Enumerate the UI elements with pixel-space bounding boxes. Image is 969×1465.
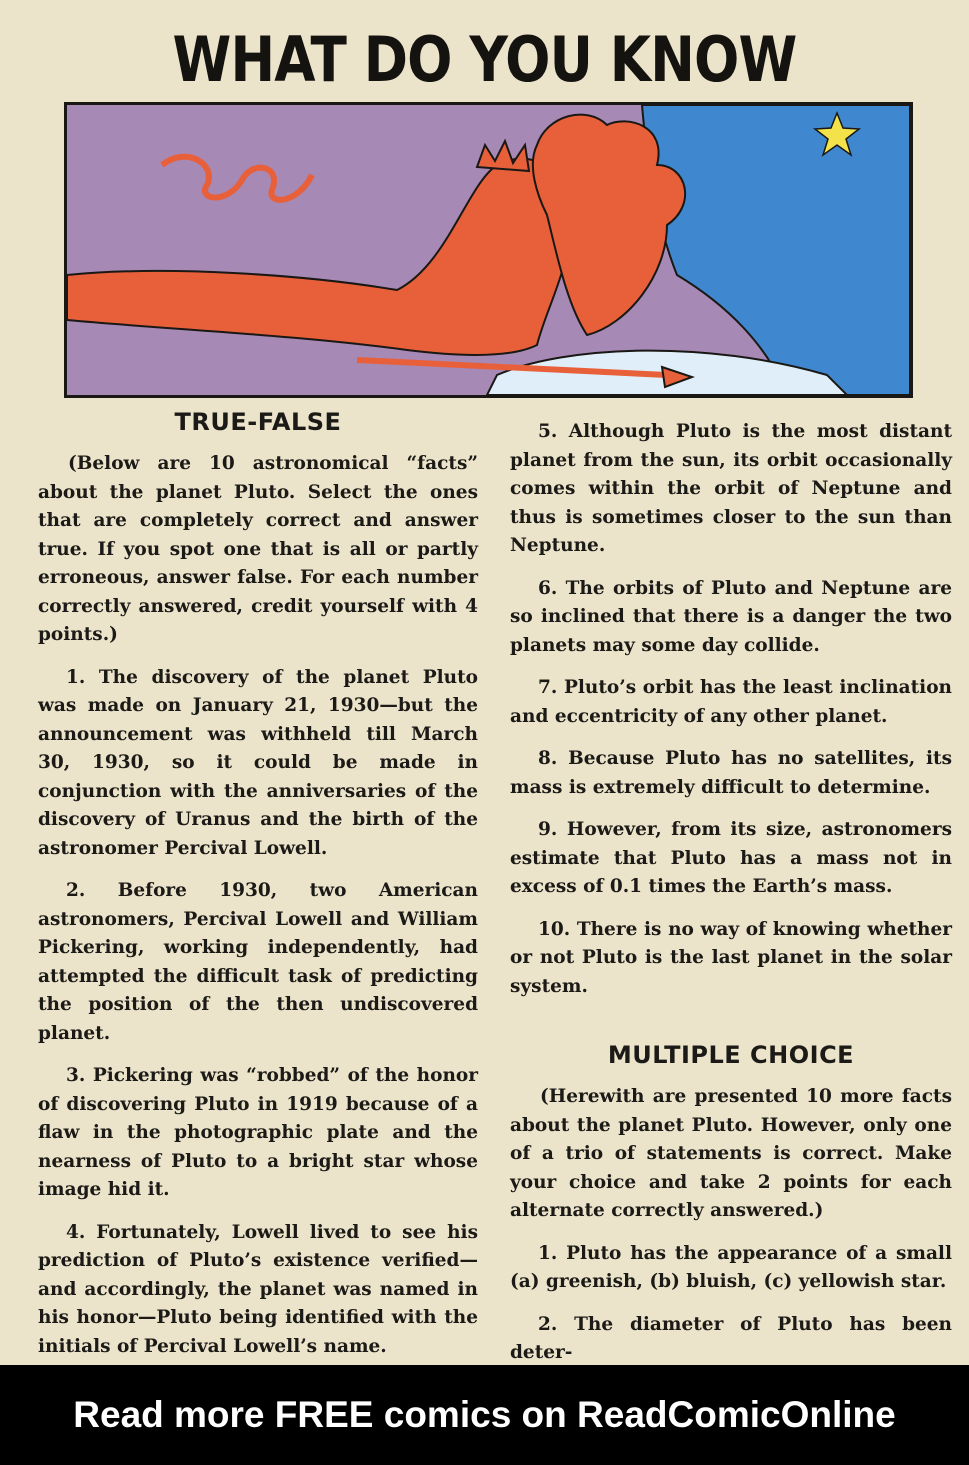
tf-item-6: 6. The orbits of Pluto and Neptune are so inclined that there is a danger the two planets may some day collide. (510, 577, 952, 656)
mc-item-2: 2. The diameter of Pluto has been deter- (510, 1313, 952, 1363)
tf-item-7: 7. Pluto’s orbit has the least inclination and eccentricity of any other planet. (510, 677, 952, 727)
true-false-intro: (Below are 10 astronomical “facts” about the planet Pluto. Select the ones that are completely correct and answer true. If you spot one that is all or partly erroneous, answer false. For each number correctly answered, credit yourself with 4 points.) (38, 453, 478, 645)
multiple-choice-intro: (Herewith are presented 10 more facts about the planet Pluto. However, only one of a trio of statements is correct. Make your choice and take 2 points for each alternate correctly answered.) (510, 1086, 952, 1221)
illustration-panel (64, 102, 913, 398)
mc-item-1: 1. Pluto has the appearance of a small (a) greenish, (b) bluish, (c) yellowish star. (510, 1242, 952, 1292)
multiple-choice-heading: MULTIPLE CHOICE (607, 1041, 855, 1069)
tf-item-5: 5. Although Pluto is the most distant planet from the sun, its orbit occasionally comes within the orbit of Neptune and thus is sometimes closer to the sun than Neptune. (510, 421, 952, 556)
tf-item-1: 1. The discovery of the planet Pluto was made on January 21, 1930—but the announcement was withheld till March 30, 1930, so it could be made in conjunction with the anniversaries of the discovery of Uranus and the birth of the astronomer Percival Lowell. (38, 666, 478, 859)
page-title: WHAT DO YOU KNOW (172, 23, 797, 96)
left-column (38, 408, 478, 1375)
tf-item-3: 3. Pickering was “robbed” of the honor of discovering Pluto in 1919 because of a flaw in the photographic plate and the nearness of Pluto to a bright star whose image hid it. (38, 1065, 478, 1200)
true-false-heading: TRUE-FALSE (174, 408, 342, 436)
tf-item-8: 8. Because Pluto has no satellites, its mass is extremely difficult to determine. (510, 748, 952, 798)
tf-item-4: 4. Fortunately, Lowell lived to see his prediction of Pluto’s existence verified—and accordingly, the planet was named in his honor—Pluto being identified with the initials of Percival Lowell’s name. (38, 1221, 478, 1357)
tf-item-2: 2. Before 1930, two American astronomers, Percival Lowell and William Pickering, working independently, had attempted the difficult task of predicting the position of the then undiscovered planet. (38, 880, 478, 1044)
tf-item-10: 10. There is no way of knowing whether or not Pluto is the last planet in the solar system. (510, 918, 952, 997)
right-column (510, 418, 952, 1382)
footer-text[interactable]: Read more FREE comics on ReadComicOnline (73, 1394, 896, 1435)
pluto-illustration (67, 105, 910, 395)
footer-banner[interactable] (0, 1365, 969, 1465)
tf-item-9: 9. However, from its size, astronomers estimate that Pluto has a mass not in excess of 0.1 times the Earth’s mass. (510, 819, 952, 897)
